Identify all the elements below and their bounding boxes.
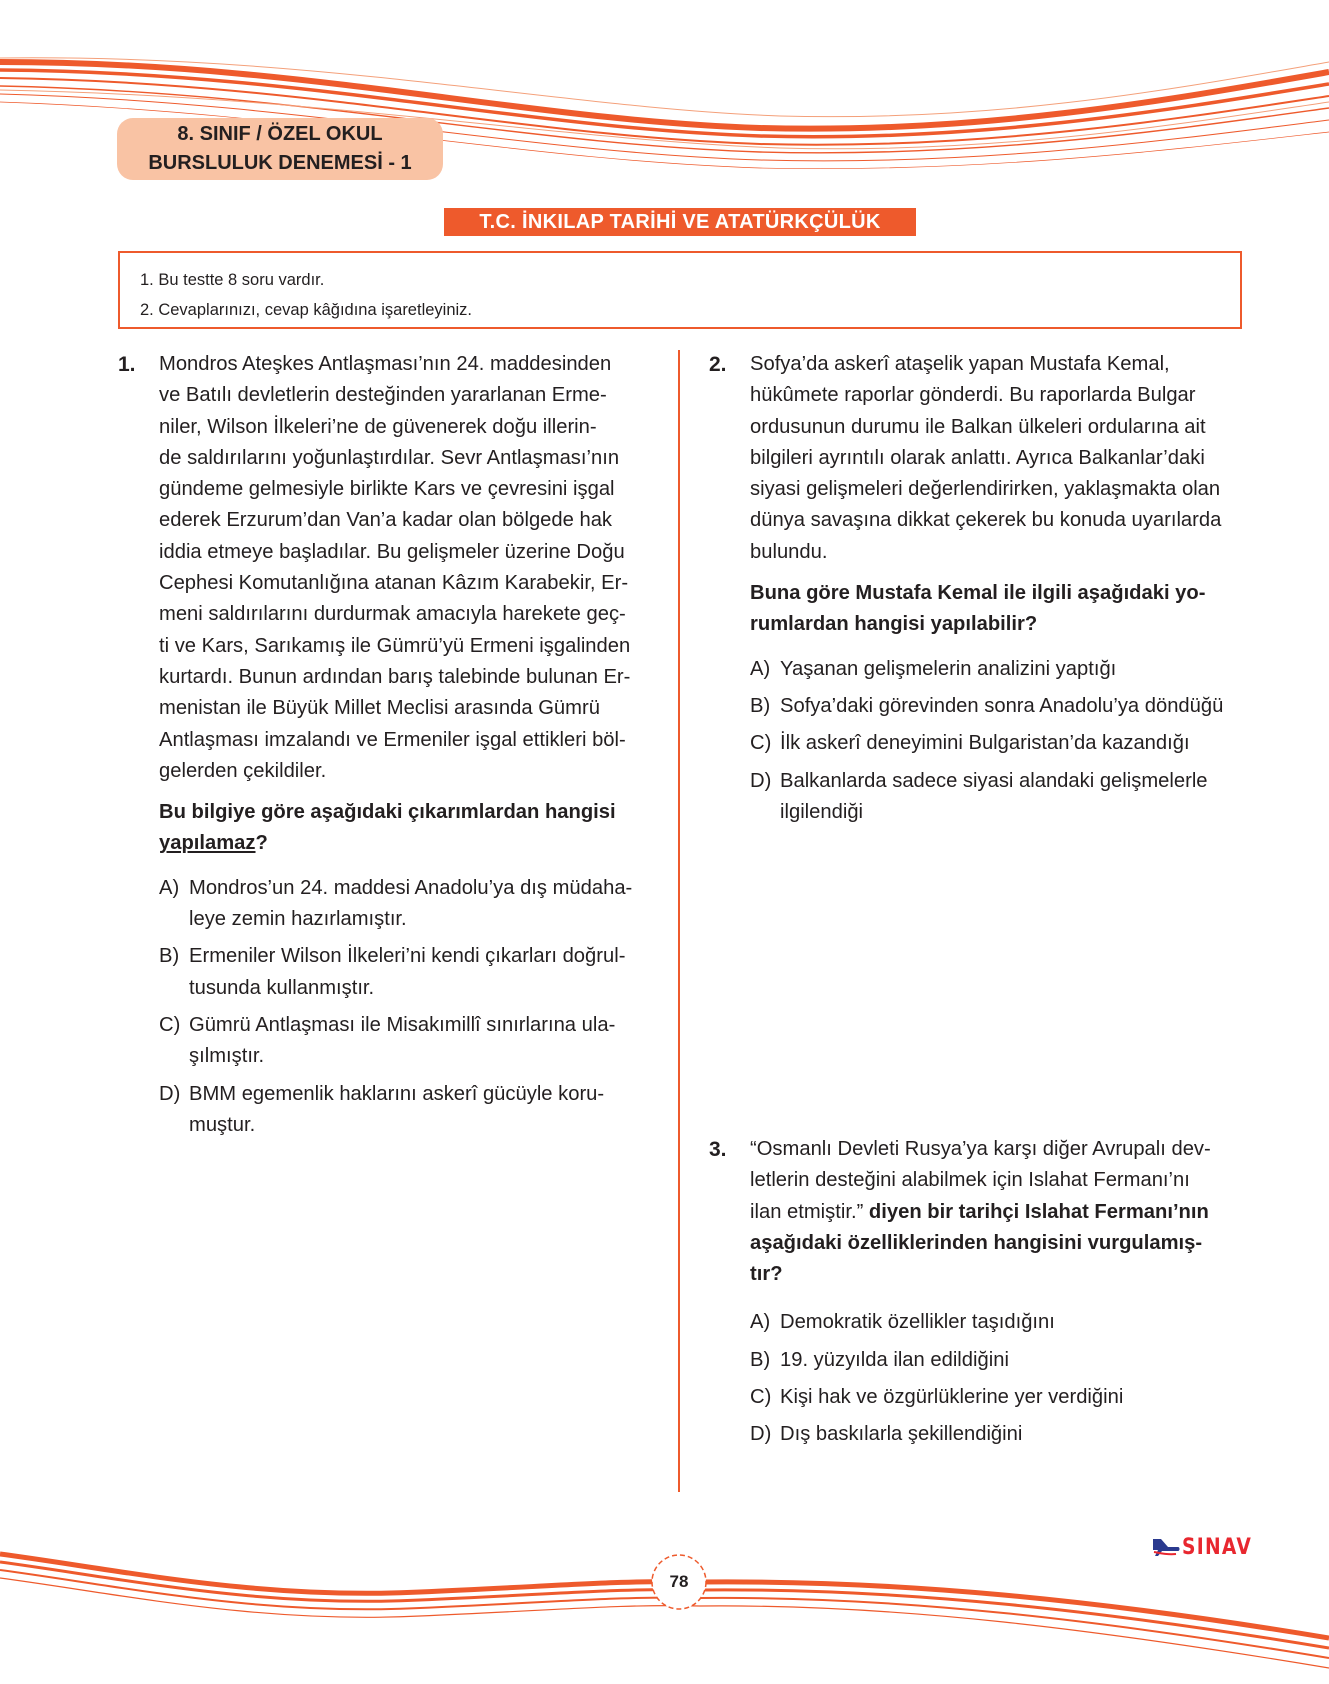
passage-line: bulundu.	[750, 540, 828, 563]
option-text: şılmıştır.	[189, 1045, 265, 1068]
option-letter: A)	[159, 876, 180, 899]
option-letter: A)	[750, 1311, 771, 1334]
option-text: Sofya’daki görevinden sonra Anadolu’ya döndüğü	[780, 694, 1224, 717]
instructions-box	[118, 251, 1242, 329]
option-text: BMM egemenlik haklarını askerî gücüyle koru-	[189, 1082, 605, 1105]
passage-line: “Osmanlı Devleti Rusya’ya karşı diğer Avrupalı dev-	[750, 1138, 1211, 1160]
stem-line: rumlardan hangisi yapılabilir?	[750, 613, 1038, 636]
passage-line: siyasi gelişmeleri değerlendirirken, yaklaşmakta olan	[750, 478, 1221, 501]
passage-line: bilgileri ayrıntılı olarak anlattı. Ayrıca Balkanlar’daki	[750, 446, 1205, 469]
option-letter: C)	[159, 1013, 181, 1036]
stem-line: aşağıdaki özelliklerinden hangisini vurgulamış-	[750, 1231, 1203, 1254]
option-text: tusunda kullanmıştır.	[189, 976, 375, 999]
option-text: Mondros’un 24. maddesi Anadolu’ya dış müdaha-	[189, 876, 633, 899]
option-text: Balkanlarda sadece siyasi alandaki gelişmelerle	[780, 769, 1208, 792]
option-b[interactable]	[750, 1345, 1250, 1376]
passage-line: ordusunun durumu ile Balkan ülkeleri ordularına ait	[750, 415, 1206, 438]
exam-badge	[117, 118, 443, 180]
question-number: 2.	[709, 353, 727, 376]
stem-end: ?	[255, 832, 268, 855]
option-d[interactable]	[750, 1419, 1250, 1450]
passage-line: niler, Wilson İlkeleri’ne de güvenerek doğu illerin-	[159, 415, 597, 438]
passage-line: meni saldırılarını durdurmak amacıyla harekete geç-	[159, 603, 626, 626]
passage-line: gündeme gelmesiyle birlikte Kars ve çevresini işgal	[159, 478, 615, 501]
passage-line: iddia etmeye başladılar. Bu gelişmeler üzerine Doğu	[159, 540, 625, 563]
passage-line: menistan ile Büyük Millet Meclisi arasında Gümrü	[159, 697, 600, 720]
option-b[interactable]	[159, 941, 659, 1004]
option-text: leye zemin hazırlamıştır.	[189, 908, 407, 931]
column-divider	[678, 350, 680, 1492]
option-letter: D)	[750, 769, 772, 792]
passage-line: Antlaşması imzalandı ve Ermeniler işgal ettikleri böl-	[159, 728, 626, 751]
option-letter: D)	[159, 1082, 181, 1105]
option-letter: B)	[750, 694, 771, 717]
passage-line: de saldırılarını yoğunlaştırdılar. Sevr Antlaşması’nın	[159, 446, 620, 469]
option-text: İlk askerî deneyimini Bulgaristan’da kazandığı	[780, 732, 1190, 755]
option-text: 19. yüzyılda ilan edildiğini	[780, 1348, 1009, 1371]
options-list	[159, 873, 659, 1141]
option-letter: B)	[750, 1348, 771, 1371]
option-letter: C)	[750, 1386, 772, 1409]
option-d[interactable]	[750, 766, 1250, 829]
option-text: Yaşanan gelişmelerin analizini yaptığı	[780, 657, 1117, 680]
option-text: muştur.	[189, 1113, 256, 1136]
passage-line: dünya savaşına dikkat çekerek bu konuda uyarılarda	[750, 509, 1222, 532]
option-text: Gümrü Antlaşması ile Misakımillî sınırlarına ula-	[189, 1013, 616, 1036]
subject-title: T.C. İNKILAP TARİHİ VE ATATÜRKÇÜLÜK	[444, 208, 916, 236]
question-stem	[750, 1228, 1250, 1291]
passage-line: Mondros Ateşkes Antlaşması’nın 24. maddesinden	[159, 353, 612, 375]
question-passage	[750, 1134, 1250, 1228]
passage-line: hükûmete raporlar gönderdi. Bu raporlarda Bulgar	[750, 384, 1196, 407]
instruction-item: 2. Cevaplarınızı, cevap kâğıdına işaretleyiniz.	[140, 301, 473, 319]
passage-line: ederek Erzurum’dan Van’a kadar olan bölgede hak	[159, 509, 613, 532]
brand-logo	[1152, 1534, 1265, 1560]
passage-line: ve Batılı devletlerin desteğinden yararlanan Erme-	[159, 384, 607, 407]
question-passage	[750, 349, 1250, 568]
option-c[interactable]	[750, 1382, 1250, 1413]
passage-line: Sofya’da askerî ataşelik yapan Mustafa Kemal,	[750, 353, 1170, 375]
page-number: 78	[669, 1572, 689, 1591]
instruction-item: 1. Bu testte 8 soru vardır.	[140, 271, 325, 289]
option-text: Ermeniler Wilson İlkeleri’ni kendi çıkarları doğrul-	[189, 945, 626, 968]
option-letter: A)	[750, 657, 771, 680]
option-text: Demokratik özellikler taşıdığını	[780, 1311, 1055, 1334]
passage-line: Cephesi Komutanlığına atanan Kâzım Karabekir, Er-	[159, 572, 629, 595]
question-number: 3.	[709, 1138, 727, 1161]
passage-line: gelerden çekildiler.	[159, 759, 327, 782]
option-a[interactable]	[159, 873, 659, 936]
option-text: ilgilendiği	[780, 800, 864, 823]
stem-line: diyen bir tarihçi Islahat Fermanı’nın	[863, 1200, 1209, 1223]
stem-underlined-word: yapılamaz	[159, 832, 256, 855]
option-a[interactable]	[750, 654, 1250, 685]
exam-badge-line2: BURSLULUK DENEMESİ - 1	[148, 152, 412, 174]
stem-line: Bu bilgiye göre aşağıdaki çıkarımlardan hangisi	[159, 801, 616, 824]
option-d[interactable]	[159, 1079, 659, 1142]
brand-name: SINAV	[1182, 1534, 1253, 1560]
option-c[interactable]	[750, 728, 1250, 759]
plane-icon	[1152, 1536, 1180, 1558]
option-text: Kişi hak ve özgürlüklerine yer verdiğini	[780, 1386, 1124, 1409]
stem-line: tır?	[750, 1263, 783, 1286]
option-c[interactable]	[159, 1010, 659, 1073]
options-list	[750, 1307, 1250, 1450]
option-letter: C)	[750, 732, 772, 755]
question-stem	[750, 578, 1250, 641]
question-number: 1.	[118, 353, 136, 376]
question-stem	[159, 797, 659, 860]
options-list	[750, 654, 1250, 828]
option-text: Dış baskılarla şekillendiğini	[780, 1423, 1023, 1446]
passage-line: kurtardı. Bunun ardından barış talebinde bulunan Er-	[159, 665, 631, 688]
stem-line: Buna göre Mustafa Kemal ile ilgili aşağıdaki yo-	[750, 582, 1206, 605]
exam-badge-line1: 8. SINIF / ÖZEL OKUL	[177, 123, 383, 145]
passage-line: ilan etmiştir.”	[750, 1200, 864, 1223]
passage-line: ti ve Kars, Sarıkamış ile Gümrü’yü Ermeni işgalinden	[159, 634, 631, 657]
option-a[interactable]	[750, 1307, 1250, 1338]
option-letter: D)	[750, 1423, 772, 1446]
option-b[interactable]	[750, 691, 1250, 722]
option-letter: B)	[159, 945, 180, 968]
question-passage	[159, 349, 659, 787]
passage-line: letlerin desteğini alabilmek için Islahat Fermanı’nı	[750, 1169, 1190, 1192]
